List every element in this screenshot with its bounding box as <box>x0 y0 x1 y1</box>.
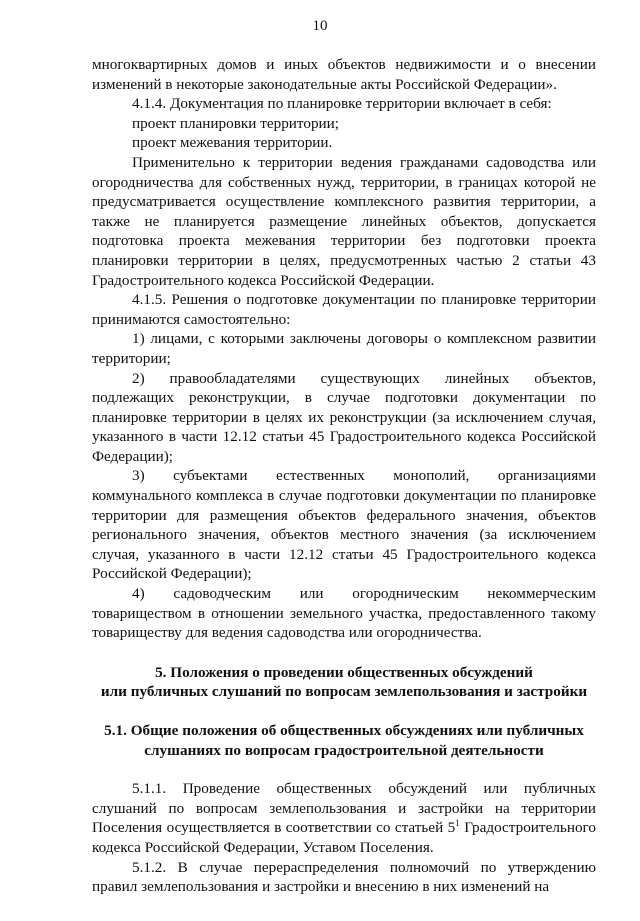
paragraph-5-1-1-text-end: Градостроительного кодекса Российской Федерации, Уставом Поселения. <box>92 819 596 856</box>
article-superscript: 1 <box>455 818 460 829</box>
section-5-1-heading-line1: 5.1. Общие положения об общественных обсуждениях или публичных <box>104 722 584 739</box>
list-item-3: 3) субъектами естественных монополий, организациями коммунального комплекса в случае подготовки документации по планировке территории для размещения объектов федерального значения, объектов регионального значения, объектов местного значения (за исключением случая, указанного в части 12.12 статьи 45 Градостроительного кодекса Российской Федерации); <box>92 467 596 583</box>
page-number: 10 <box>312 18 328 34</box>
section-5-heading <box>92 663 596 702</box>
list-item-1: 1) лицами, с которыми заключены договоры о комплексном развитии территории; <box>92 330 596 367</box>
list-item-planning-project: проект планировки территории; <box>132 114 340 132</box>
document-body <box>92 55 596 897</box>
paragraph-5-1-2: 5.1.2. В случае перераспределения полномочий по утверждению правил землепользования и застройки и внесению в них изменений на <box>92 858 596 896</box>
section-5-heading-line2: или публичных слушаний по вопросам землепользования и застройки <box>100 683 588 701</box>
paragraph-continuation: многоквартирных домов и иных объектов недвижимости и о внесении изменений в некоторые законодательные акты Российской Федерации». <box>92 56 596 93</box>
paragraph-5-1-1-text: 5.1.1. Проведение общественных обсуждений или публичных слушаний по вопросам землепользования и застройки на территории Поселения осуществляется в соответствии со статьей 5 <box>92 780 596 837</box>
section-5-1-heading-line2: слушаниях по вопросам градостроительной деятельности <box>144 741 544 759</box>
section-5-heading-line1: 5. Положения о проведении общественных обсуждений <box>155 663 533 681</box>
paragraph-4-1-5: 4.1.5. Решения о подготовке документации по планировке территории принимаются самостоятельно: <box>92 291 596 328</box>
list-item-4: 4) садоводческим или огородническим некоммерческим товариществом в отношении земельного участка, предоставленного такому товариществу для ведения садоводства или огородничества. <box>92 585 596 642</box>
paragraph-5-1-1 <box>92 779 596 857</box>
list-item-2: 2) правообладателями существующих линейных объектов, подлежащих реконструкции, в случае подготовки документации по планировке территории в целях их реконструкции (за исключением случая, указанного в части 12.12 статьи 45 Градостроительного кодекса Российской Федерации); <box>92 369 596 465</box>
list-item-surveying-project: проект межевания территории. <box>132 134 333 152</box>
section-5-1-heading <box>92 721 596 760</box>
paragraph-4-1-4: 4.1.4. Документация по планировке территории включает в себя: <box>132 95 552 113</box>
paragraph-gardening-territory: Применительно к территории ведения гражданами садоводства или огородничества для собственных нужд, территории, в границах которой не предусматривается осуществление комплексного развития территории, а также не планируется размещение линейных объектов, допускается подготовка проекта межевания территории без подготовки проекта планировки территории в целях, предусмотренных частью 2 статьи 43 Градостроительного кодекса Российской Федерации. <box>92 153 596 289</box>
